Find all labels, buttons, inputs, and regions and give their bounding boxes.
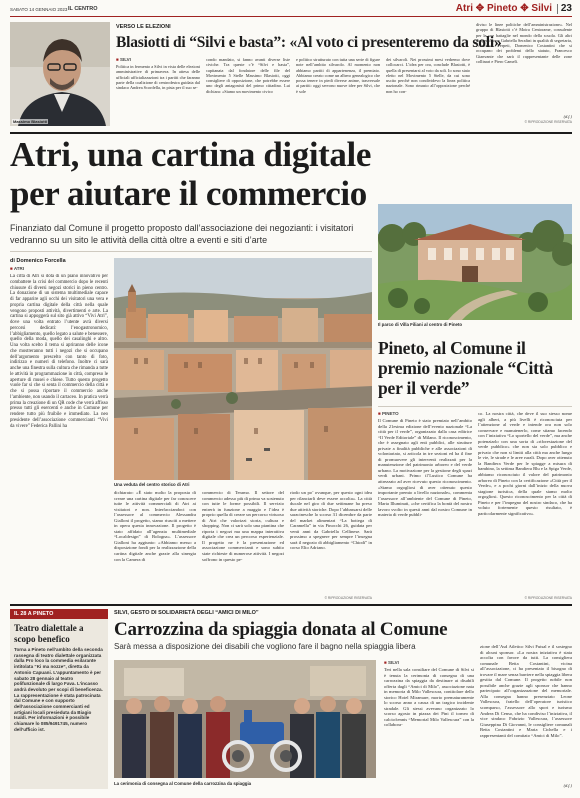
header-rule bbox=[10, 16, 572, 17]
blasiotti-photo bbox=[10, 22, 110, 126]
villa-filiani-caption: Il parco di Villa Filiani al centro di Pineto bbox=[378, 322, 463, 327]
top-story-bottom-rule bbox=[10, 132, 572, 134]
pineto-place-label: PINETO bbox=[381, 411, 399, 416]
sidebar-tag-label: IL 28 A PINETO bbox=[14, 611, 54, 617]
top-story-col-5: diviso le linee politiche dell’amministrazione». Nel gruppo di Blasiotti c’è Moira Centorame, consulente per le sue battaglie nel mondo della scuola. Gli altri dirigenti sono Gabriella Serafini in qualità di segretaria, Francesca Ferpeti, Domenico Costantini che si occupano dei problemi dello statuto, Francesco Gianvante che sarà il rappresentante delle zone collinari e Piero Camelì. bbox=[476, 22, 572, 65]
page-header bbox=[10, 3, 572, 16]
main-place: ■ ATRI bbox=[10, 266, 24, 271]
silvi-col-1: Teri nella sala consiliare del Comune di Silvi si è tenuta la cerimonia di consegna di una carrozzina da spiaggia da destinare ai disabili offerta dagli “Amici di Milo”, associazione nata in memoria di Milo Vallescura, contitolare dello storico Hotel Miramare, morto prematuramente lo scorso anno a causa di un tragico incidente stradale. Gli stessi avevano organizzato lo scorso agosto in piazza dei Pini il torneo di calcio/tennis “Memorial Milo Vallescura” con la collabora- bbox=[384, 667, 474, 728]
top-story-col-3: e politico strutturato con tutta una serie di figure note nell’ambito silvarolo. Al momento non abbiamo partiti di appartenenza, il premiato. Abbiamo creato come un albero genealogico che possa tenere in piedi diverse anime, trasversale ai partiti: oggi servono nuove idee per Silvi, che è sole bbox=[296, 57, 380, 94]
main-byline: di Domenico Forcella bbox=[10, 258, 66, 264]
top-story-title: Blasiotti di “Silvi e basta”: «Al voto ci presenteremo da soli» bbox=[116, 34, 502, 51]
silvi-kicker: SILVI, GESTO DI SOLIDARIETÀ DEGLI “AMICI DI MILO” bbox=[114, 610, 259, 616]
atri-aerial-photo bbox=[114, 258, 372, 480]
pineto-col-1: Il Comune di Pineto è stato premiato nell’ambito della 21esima edizione dell’evento nazionale “La città per il verde”, organizzato dalla casa editrice “Il Verde Editoriale” di Milano. Il riconoscimento, che è assegnato agli enti pubblici, alle strutture private a finalità pubbliche e alle associazioni di volontariato, si articola in tre sezioni ed ha il fine di promuovere gli interventi realizzati per la manutenzione del patrimonio arboreo e del verde urbano. La motivazione per la gestione degli spazi verdi urbani. Primo il’Lustico Comune ha attrezzato ad aver ricevuto questo riconoscimento. «Siamo orgogliosi di aver ottenuto questo importante premio a livello nazionale», commenta l’assessore all’ambiente del Comune di Pineto, Marta Illuminati, «che certifica la bontà del nostro lavoro svolto in questi anni dal nostro Comune in materia di verde pubbli- bbox=[378, 418, 472, 518]
sidebar-box bbox=[10, 609, 108, 789]
main-credit: © RIPRODUZIONE RISERVATA bbox=[324, 596, 372, 600]
pineto-title-rule bbox=[378, 406, 572, 407]
top-story-signature: (d.f.) bbox=[563, 114, 572, 119]
top-story-col-2: condo mandato, si fanno avanti diverse liste civiche. Tra queste c’è “Silvi e basta”, capitanata dal fondatore delle file del Movimento 5 Stelle Massimo Blasiotti, oggi consigliere di opposizione, che potrebbe essere uno degli antagonisti del primo cittadino. Lui dichiara: «Siamo un movimento civico bbox=[206, 57, 290, 94]
sidebar-title: Teatro dialettale a scopo benefico bbox=[14, 623, 84, 644]
silvi-ceremony-photo bbox=[114, 660, 376, 778]
silvi-place-label: SILVI bbox=[387, 660, 399, 665]
main-place-label: ATRI bbox=[13, 266, 24, 271]
silvi-signature: (d.f.) bbox=[563, 783, 572, 788]
main-col-c: riodo un po’ ovunque, per questo ogni idea per rilanciarli deve essere accolta». La città ducale nel giro di due settimane ha preso due attività storiche. Dopo l’abbassarsi delle saracinesche lo scorso 31 dicembre da parte del market alimentari “La bottega di Caramella” in via Finocchi 26, guidata per venti anni da Gabriella Cellinese. Sarà prossimo a spegnere per sempre l’insegna sarà il negozio di abbigliamento “Chiodi” in corso Elio Adriano. bbox=[290, 490, 372, 551]
main-col-a: dichiarato: «È stato molto la proposta di creare una cartina digitale per far conoscere tutte le attività commerciali di Atri ai visitatori e non. Interfacciandoci con l’assessore al commercio Alessandra Gialloni il progetto, siamo riusciti a mettere in opera questa innovazione. Il progetto è stato affidato all’agenzia multimediale “Localdesign” di Bologna». L’assessore Gialloni ha aggiunto: «Abbiamo messo a disposizione fondi per la realizzazione della cartina digitale anche grazie alla sinergia con la Camera di bbox=[114, 490, 196, 562]
header-date: SABATO 14 GENNAIO 2023 bbox=[10, 7, 68, 12]
main-bottom-rule bbox=[10, 604, 572, 606]
main-subhead: Finanziato dal Comune il progetto proposto dall’associazione dei negozianti: i visitatori vedranno su un sito le attività della città oltre a eventi e siti d’arte bbox=[10, 223, 354, 245]
sidebar-body: Torna a Pineto nell’ambito della seconda rassegna di teatro dialettale organizzata dalla Pro loco la commedia esilarante intitolata “Ki ma nozze”, diretta da Antonio Capuani. L’appuntamento è per sabato 28 gennaio al teatro polifunzionale di largo Fava. L’incasso andrà devoluto per scopi di beneficenza. La rappresentazione è stata patrocinata dal Comune e con supporto dell’associazione commercianti ed artigiani locali presieduta da Biagio Isaldi. Per informazioni è possibile chiamare lo 085/9491745, numero dell’ufficio ist. bbox=[14, 647, 103, 732]
main-col-b: commercio di Teramo. Il settore del commercio adesso più di prima va sostenuto con tutte le forme possibili. Il servizio entrerà in funzione a maggio e l’idea è proprio quella di creare un percorso virtuoso di Atri che valorizzi storia, cultura e shopping. Non ci sarà solo una piantina che riporta i negozi ma una mappa interattiva digitale che crea un percorso esperienziale. Il progetto ne è la presentazione ed associazione commercianti e sono subito state richieste di numerose attività. I negozi soffrono in questo pe- bbox=[202, 490, 284, 562]
silvi-place: ■ SILVI bbox=[384, 660, 399, 665]
silvi-col-2: zione dell’Asd Atletico Silvi Futsal e il sostegno di alcuni sponsor. «La nostra iniziativa è stata accolta con favore da tutti. La consigliera comunale Betta Costantini, vicina all’associazione, ci ha presentato il bisogno di trovare il mare senza barriere nella spiaggia libera gestita dal Comune. Il progetto nobile non possibile anche grazie agli sponsor che hanno partecipato all’organizzazione del memoriale. Alla consegna hanno presenziato Leone Vallescura, fratello dell’operatore turistico scomparso, l’assessore allo sport e turismo Andrea Di Censo, che ha condiviso l’iniziativa, il vice sindaco Fabrizio Vallescura, l’assessore Giuseppina Di Giovanni, le consigliere comunali Betta Costantini e Maria Cichella e i rappresentanti del comitato “Amici di Milo”. bbox=[480, 644, 572, 738]
header-separator bbox=[557, 4, 558, 14]
page-number: 23 bbox=[560, 3, 572, 14]
top-story-place-label: SILVI bbox=[119, 57, 131, 62]
silvi-photo-caption: La cerimonia di consegna al Comune della carrozzina da spiaggia bbox=[114, 781, 252, 786]
main-subhead-rule bbox=[10, 251, 372, 252]
top-story-place: ■ SILVI bbox=[116, 57, 131, 62]
top-story-col-1: Politica in fermento a Silvi in vista delle elezioni amministrative di primavera. In attesa delle ufficiali ufficializzazioni tra i partiti che faranno parte della coalizione di centrodestra guidata dal sindaco Andrea Scordella, in pista per il suo se- bbox=[116, 64, 200, 91]
sidebar-tag bbox=[10, 609, 108, 619]
top-story-kicker: VERSO LE ELEZIONI bbox=[116, 24, 171, 30]
main-col-left: La città di Atri si dota di un piano innovativo per combattere la crisi del commercio dopo le recenti chiusure di diversi negozi storici in pieno centro. La donazione di un sistema multimediale capace di far apparire agli occhi dei visitatori una vera e propria cartina digitale della città nella quale vengono proposti attività, divertimenti e arte. La cartina si appoggerà sul sito già attivo “Vivi Atri”, dove una volta entrato l’utente avrà diversi percorsi dedicati: l’enogastronomico, l’abbigliamento, quello legato a salute e benessere, quello della moda, quello dei casalinghi e altro. Una volta scelto il tema si apriranno delle icone che mostreranno tutti i negozi che si occupano dell’argomento prescelto con tanto di foto, indirizzo e numeri di telefono. Inoltre ci sarà anche una finestra sulla cultura che rimanda a tutte le attività in programmazione in città, compreso le aperture di musei e chiese. Tutto questo progetto vuole far sì che si senta il commercio della città e che si possa riportare il commercio anche l’ambiente, non usando il cartaceo. In pratica verrà prima la creazione di un QR code che verrà affisso presso tutti gli esercenti e anche in Comune per rendere tutto più fruibile e immediato. La neo presidente dell’associazione commercianti “Vivi da vivere” Federica Pallini ha bbox=[10, 274, 108, 429]
main-headline-line-2: per aiutare il commercio bbox=[10, 174, 367, 213]
pineto-credit: © RIPRODUZIONE RISERVATA bbox=[524, 596, 572, 600]
silvi-title: Carrozzina da spiaggia donata al Comune bbox=[114, 619, 448, 640]
pineto-title: Pineto, al Comune il premio nazionale “Città per il verde” bbox=[378, 338, 553, 398]
top-story-credit: © RIPRODUZIONE RISERVATA bbox=[524, 120, 572, 124]
header-sections: Atri ✥ Pineto ✥ Silvi bbox=[455, 3, 552, 14]
pineto-place: ■ PINETO bbox=[378, 411, 399, 416]
top-story-col-4: dei silvaroli. Nei prossimi mesi vedremo dove collocarci. L’idea per ora, conclude Blasiotti, è quella di presentarsi al voto da soli. Io sono stato eletto nel Movimento 5 Stelle, da cui sono uscito perché non condividevo la linea politica nazionale. Sono rimasto all’opposizione perché non ho con- bbox=[386, 57, 470, 94]
pineto-col-2: co. La nostra città, che deve il suo stesso nome agli alberi, a più livelli è riconosciuta per l’attenzione al verde e intende ora non solo conservare e manutenerlo, come stiamo facendo con l’iniziativa “Lo sportello del verde”, ma anche potenziarlo con una sorta di «riforestazione del verde pubblico» che non sia solo pubblico e privato che non si limiti alla città ma anche lungo le vie, le strade e le aree rurali. Dopo aver ottenuto la Bandiera Verde per le spiagge a misura di bambino, la settima Bandiera Blu e la Spiga Verde, abbiamo riconosciuto il valore del patrimonio arboreo di Pineto con la certificazione «Città per il Verde», e a pochi giorni dall’inizio della nuova stagione turistica, della quale siamo molto orgogliosi. Questo riconoscimento per la città di Pineto e per l’impegno del nostro sindaco, che ha voluto fortemente questo risultato, è particolarmente significativo». bbox=[478, 411, 572, 516]
villa-filiani-photo bbox=[378, 204, 572, 320]
atri-photo-caption: Una veduta del centro storico di Atri bbox=[114, 482, 190, 487]
silvi-subhead: Sarà messa a disposizione dei disabili che vogliono fare il bagno nella spiaggia libera bbox=[114, 642, 416, 651]
blasiotti-photo-caption: Massimo Blasiotti bbox=[13, 119, 48, 124]
header-paper: IL CENTRO bbox=[68, 6, 98, 12]
main-headline-line-1: Atri, una cartina digitale bbox=[10, 135, 371, 174]
